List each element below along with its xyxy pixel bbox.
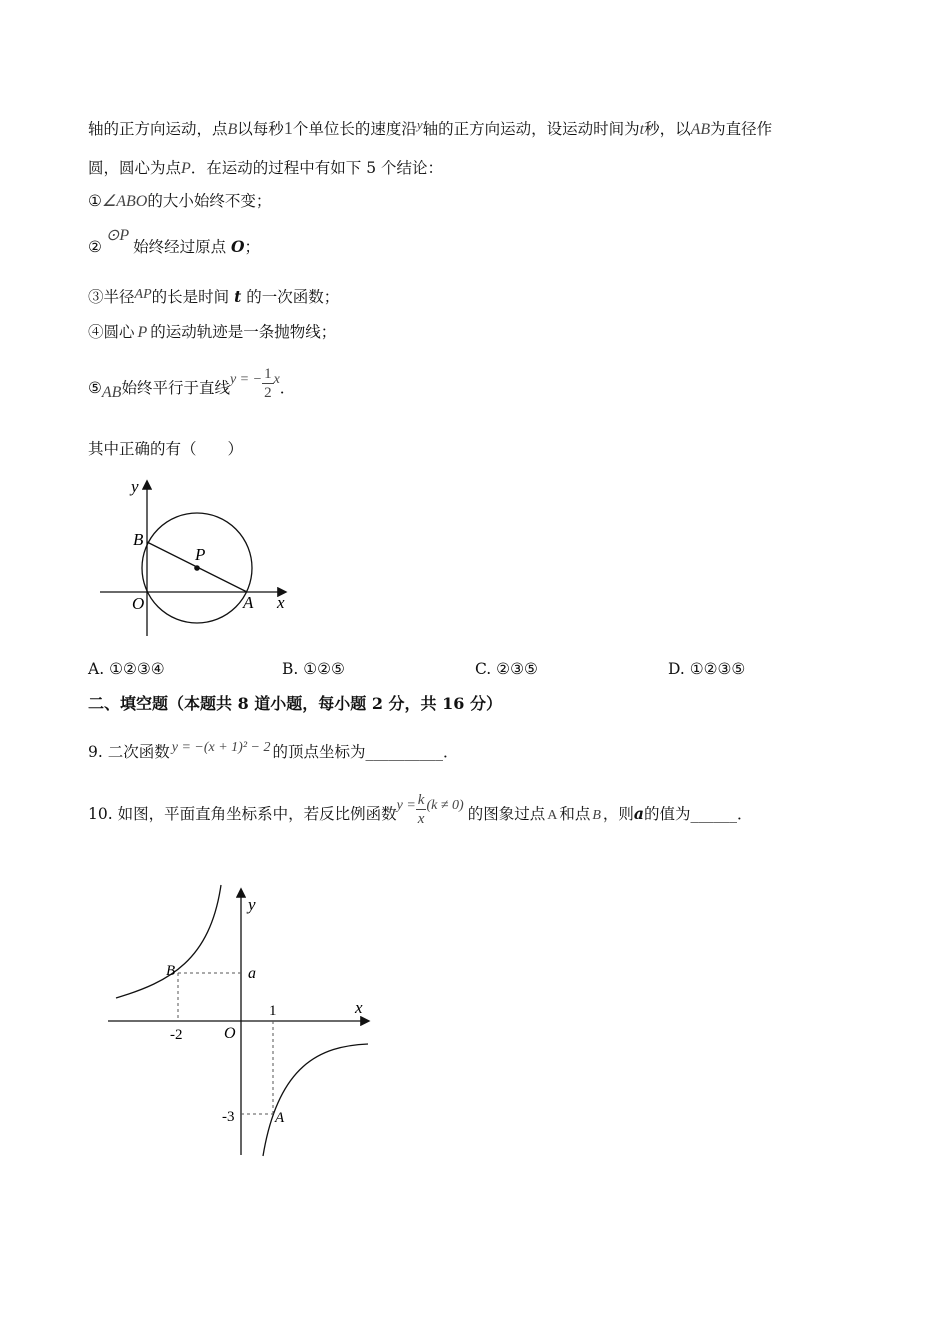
fig-label-y: y (131, 477, 139, 496)
conclusion-5: ⑤AB始终平行于直线y = − $\frac{1}{2}$ x． (88, 365, 296, 401)
option-d[interactable]: D. ①②③⑤ (668, 660, 746, 678)
point-p-label: P (181, 160, 191, 177)
question-9: 9. 二次函数 y = −(x + 1)² − 2 的顶点坐标为__________． (88, 740, 459, 761)
q8-line-2: 圆，圆心为点P．在运动的过程中有如下 5 个结论： (88, 159, 444, 177)
fig-label-p: P (195, 545, 206, 564)
fig-label-o: O (132, 594, 145, 613)
fig-label-one: 1 (269, 1003, 277, 1019)
q9-equation: y = −(x + 1)² − 2 (171, 740, 271, 755)
fig-label-x: x (355, 998, 363, 1017)
q10-hyperbola-figure (100, 880, 380, 1160)
option-b[interactable]: B. ①②⑤ (282, 660, 345, 678)
fig-label-a-value: a (248, 965, 256, 982)
hyperbola-branch-left (116, 885, 221, 998)
hyperbola-branch-right (263, 1044, 368, 1156)
conclusion-3: ③半径AP的长是时间 t 的一次函数； (88, 287, 340, 306)
conclusion-1: ①∠ABO的大小始终不变； (88, 192, 272, 210)
q8-circle-figure (95, 474, 305, 639)
option-c[interactable]: C. ②③⑤ (475, 660, 538, 678)
axis-y-label: y (416, 117, 423, 132)
segment-ab: AB (690, 121, 711, 138)
fig-label-b: B (166, 963, 176, 979)
q8-ask: 其中正确的有（ ） (88, 440, 244, 458)
fig-label-a: A (275, 1110, 285, 1126)
section-title: 二、填空题（本题共 8 道小题，每小题 2 分，共 16 分） (88, 694, 502, 713)
center-point (194, 565, 200, 571)
fig-label-a: A (243, 593, 254, 612)
fig-label-y: y (248, 895, 256, 914)
q8-line-1: 轴的正方向运动，点B以每秒1个单位长的速度沿$^y$轴的正方向运动，设运动时间为t秒，以AB为直径作 (88, 117, 773, 138)
conclusion-4: ④圆心 P 的运动轨迹是一条抛物线； (88, 323, 337, 341)
point-b-label: B (227, 121, 238, 138)
speed-value: 1 (283, 118, 293, 138)
time-var: t (639, 121, 645, 138)
fig-label-x: x (277, 593, 285, 612)
option-a[interactable]: A. ①②③④ (88, 660, 165, 678)
fig-label-neg2: -2 (170, 1027, 183, 1043)
fig-label-neg3: -3 (222, 1109, 235, 1125)
fig-label-o: O (224, 1025, 236, 1042)
fig-label-b: B (133, 530, 144, 549)
question-10: 10. 如图，平面直角坐标系中，若反比例函数y = $\frac{k}{x}$ (k ≠ 0) 的图象过点 A 和点 B ，则a的值为______． (88, 791, 753, 827)
conclusion-2: ②⊙P始终经过原点 O； (88, 227, 261, 256)
